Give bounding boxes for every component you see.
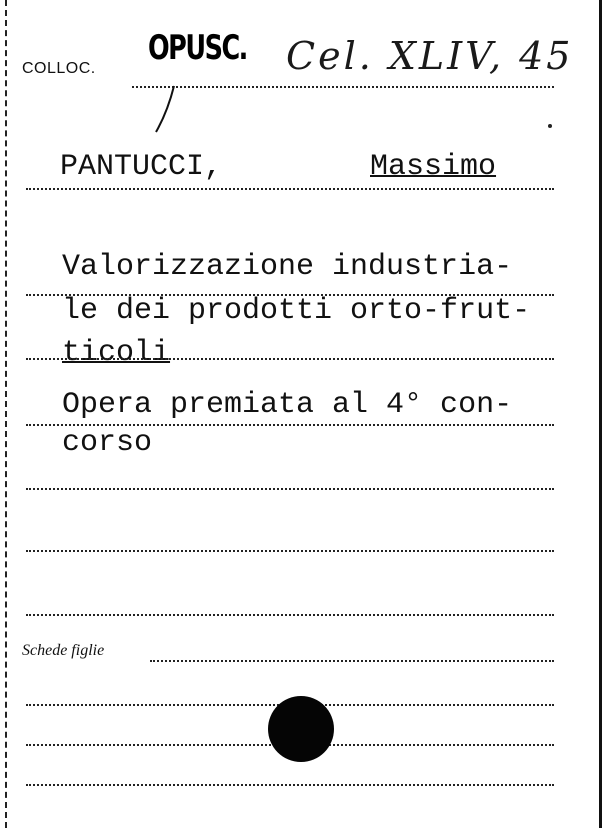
pen-stroke-mark	[150, 84, 180, 136]
opusc-stamp: OPUSC.	[148, 28, 247, 68]
title-line-3: ticoli	[62, 336, 171, 370]
schede-figlie-label: Schede figlie	[22, 642, 105, 659]
author-firstname: Massimo	[370, 150, 497, 184]
colloc-dotline	[132, 86, 554, 88]
colloc-label: COLLOC.	[22, 60, 96, 77]
card-left-edge	[5, 0, 7, 828]
schede-dotline	[150, 660, 554, 662]
title-line-2: le dei prodotti orto-frut-	[62, 294, 531, 328]
child-dotline-3	[26, 784, 554, 786]
blank-dotline-1	[26, 488, 554, 490]
shelfmark-handwritten: Cel. XLIV, 45	[286, 34, 574, 78]
card-right-edge	[599, 0, 602, 828]
author-surname: PANTUCCI,	[60, 150, 223, 184]
punch-hole	[268, 696, 334, 762]
author-dotline	[26, 188, 554, 190]
note-line-1: Opera premiata al 4° con-	[62, 388, 513, 422]
title-dotline-2	[26, 358, 554, 360]
note-line-2: corso	[62, 426, 153, 460]
blank-dotline-3	[26, 614, 554, 616]
blank-dotline-2	[26, 550, 554, 552]
ink-speck	[544, 120, 558, 134]
title-line-1: Valorizzazione industria-	[62, 250, 513, 284]
